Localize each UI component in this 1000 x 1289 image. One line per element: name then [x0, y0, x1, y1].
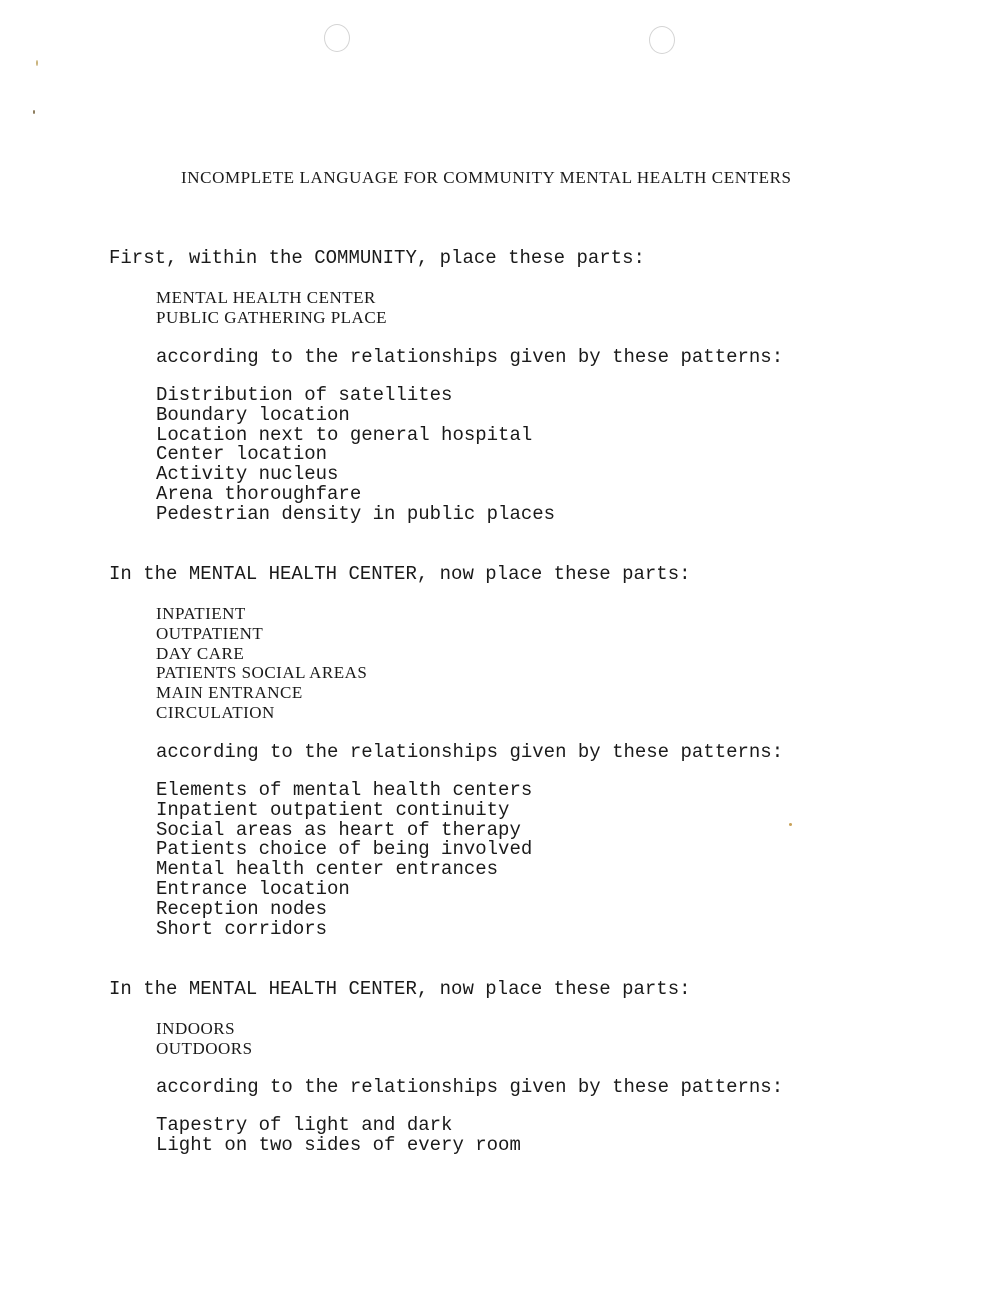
section-2-heading: In the MENTAL HEALTH CENTER, now place these parts:: [109, 563, 691, 585]
pattern-item: Pedestrian density in public places: [156, 502, 556, 525]
section-2-patterns: [156, 781, 532, 939]
document-title: INCOMPLETE LANGUAGE FOR COMMUNITY MENTAL HEALTH CENTERS: [181, 168, 792, 187]
section-1-patterns-intro: according to the relationships given by these patterns:: [156, 346, 784, 368]
section-3-patterns: [156, 1116, 521, 1156]
part-item: MAIN ENTRANCE: [156, 683, 303, 703]
section-3-patterns-intro: according to the relationships given by these patterns:: [156, 1076, 784, 1098]
section-3-heading: In the MENTAL HEALTH CENTER, now place these parts:: [109, 978, 691, 1000]
pattern-item: Distribution of satellites: [156, 384, 453, 406]
paper-speck: [36, 60, 38, 66]
pattern-item: Activity nucleus: [156, 463, 339, 486]
pattern-item: Light on two sides of every room: [156, 1133, 521, 1156]
part-item: INDOORS: [156, 1019, 236, 1038]
section-3-parts: [156, 1019, 253, 1059]
part-item: CIRCULATION: [156, 702, 275, 722]
pattern-item: Social areas as heart of therapy: [156, 818, 521, 841]
pattern-item: Inpatient outpatient continuity: [156, 798, 510, 821]
part-item: OUTPATIENT: [156, 623, 264, 643]
pattern-item: Short corridors: [156, 917, 328, 940]
section-1-patterns: [156, 386, 555, 525]
pattern-item: Reception nodes: [156, 897, 328, 920]
part-item: DAY CARE: [156, 643, 245, 663]
pattern-item: Elements of mental health centers: [156, 779, 533, 801]
part-item: OUTDOORS: [156, 1038, 253, 1058]
section-2-patterns-intro: according to the relationships given by these patterns:: [156, 741, 784, 763]
pattern-item: Center location: [156, 443, 328, 466]
part-item: MENTAL HEALTH CENTER: [156, 288, 376, 307]
part-item: PUBLIC GATHERING PLACE: [156, 307, 388, 327]
pattern-item: Entrance location: [156, 877, 350, 900]
punch-hole-left: [324, 24, 350, 52]
paper-speck: [33, 110, 35, 114]
punch-hole-right: [649, 26, 675, 54]
section-1-heading: First, within the COMMUNITY, place these parts:: [109, 247, 645, 269]
section-1-parts: [156, 288, 387, 328]
paper-speck: [789, 823, 792, 826]
pattern-item: Arena thoroughfare: [156, 482, 362, 505]
pattern-item: Tapestry of light and dark: [156, 1114, 453, 1136]
pattern-item: Location next to general hospital: [156, 423, 533, 446]
pattern-item: Patients choice of being involved: [156, 838, 533, 861]
pattern-item: Mental health center entrances: [156, 858, 499, 881]
pattern-item: Boundary location: [156, 403, 350, 426]
part-item: PATIENTS SOCIAL AREAS: [156, 663, 368, 683]
part-item: INPATIENT: [156, 604, 246, 623]
section-2-parts: [156, 604, 367, 723]
